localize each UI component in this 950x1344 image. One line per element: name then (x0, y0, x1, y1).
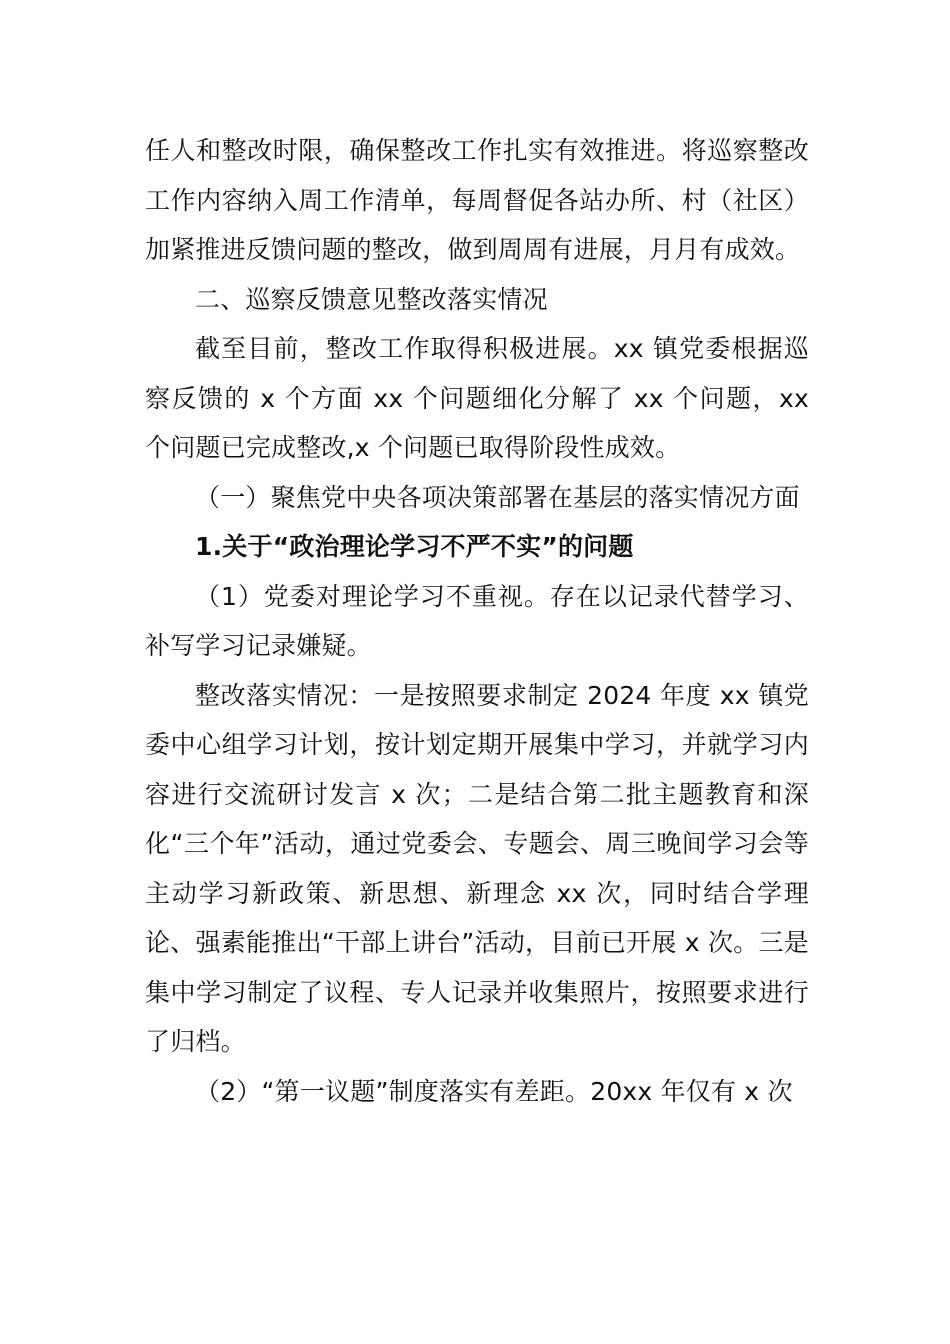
document-body (145, 126, 809, 1116)
rectification-status: 整改落实情况：一是按照要求制定 2024 年度 xx 镇党委中心组学习计划，按计划定期开展集中学习，并就学习内容进行交流研讨发言 x 次；二是结合第二批主题教育和深化“三个年”活动，通过党委会、专题会、周三晚间学习会等主动学习新政策、新思想、新理念 xx 次，同时结合学理论、强素能推出“干部上讲台”活动，目前已开展 x 次。三是集中学习制定了议程、专人记录并收集照片，按照要求进行了归档。 (145, 680, 809, 1056)
issue-item-2: （2）“第一议题”制度落实有差距。20xx 年仅有 x 次 (195, 1076, 793, 1106)
paragraph-continuation: 任人和整改时限，确保整改工作扎实有效推进。将巡察整改工作内容纳入周工作清单，每周督促各站办所、村（社区）加紧推进反馈问题的整改，做到周周有进展，月月有成效。 (145, 136, 809, 264)
section-heading: 二、巡察反馈意见整改落实情况 (195, 284, 548, 314)
issue-item-1: （1）党委对理论学习不重视。存在以记录代替学习、补写学习记录嫌疑。 (145, 581, 809, 660)
paragraph-progress-summary: 截至目前，整改工作取得积极进展。xx 镇党委根据巡察反馈的 x 个方面 xx 个问题细化分解了 xx 个问题，xx 个问题已完成整改,x 个问题已取得阶段性成效。 (145, 334, 809, 462)
subsection-heading: （一）聚焦党中央各项决策部署在基层的落实情况方面 (195, 482, 800, 512)
issue-heading: 1.关于“政治理论学习不严不实”的问题 (195, 532, 634, 561)
